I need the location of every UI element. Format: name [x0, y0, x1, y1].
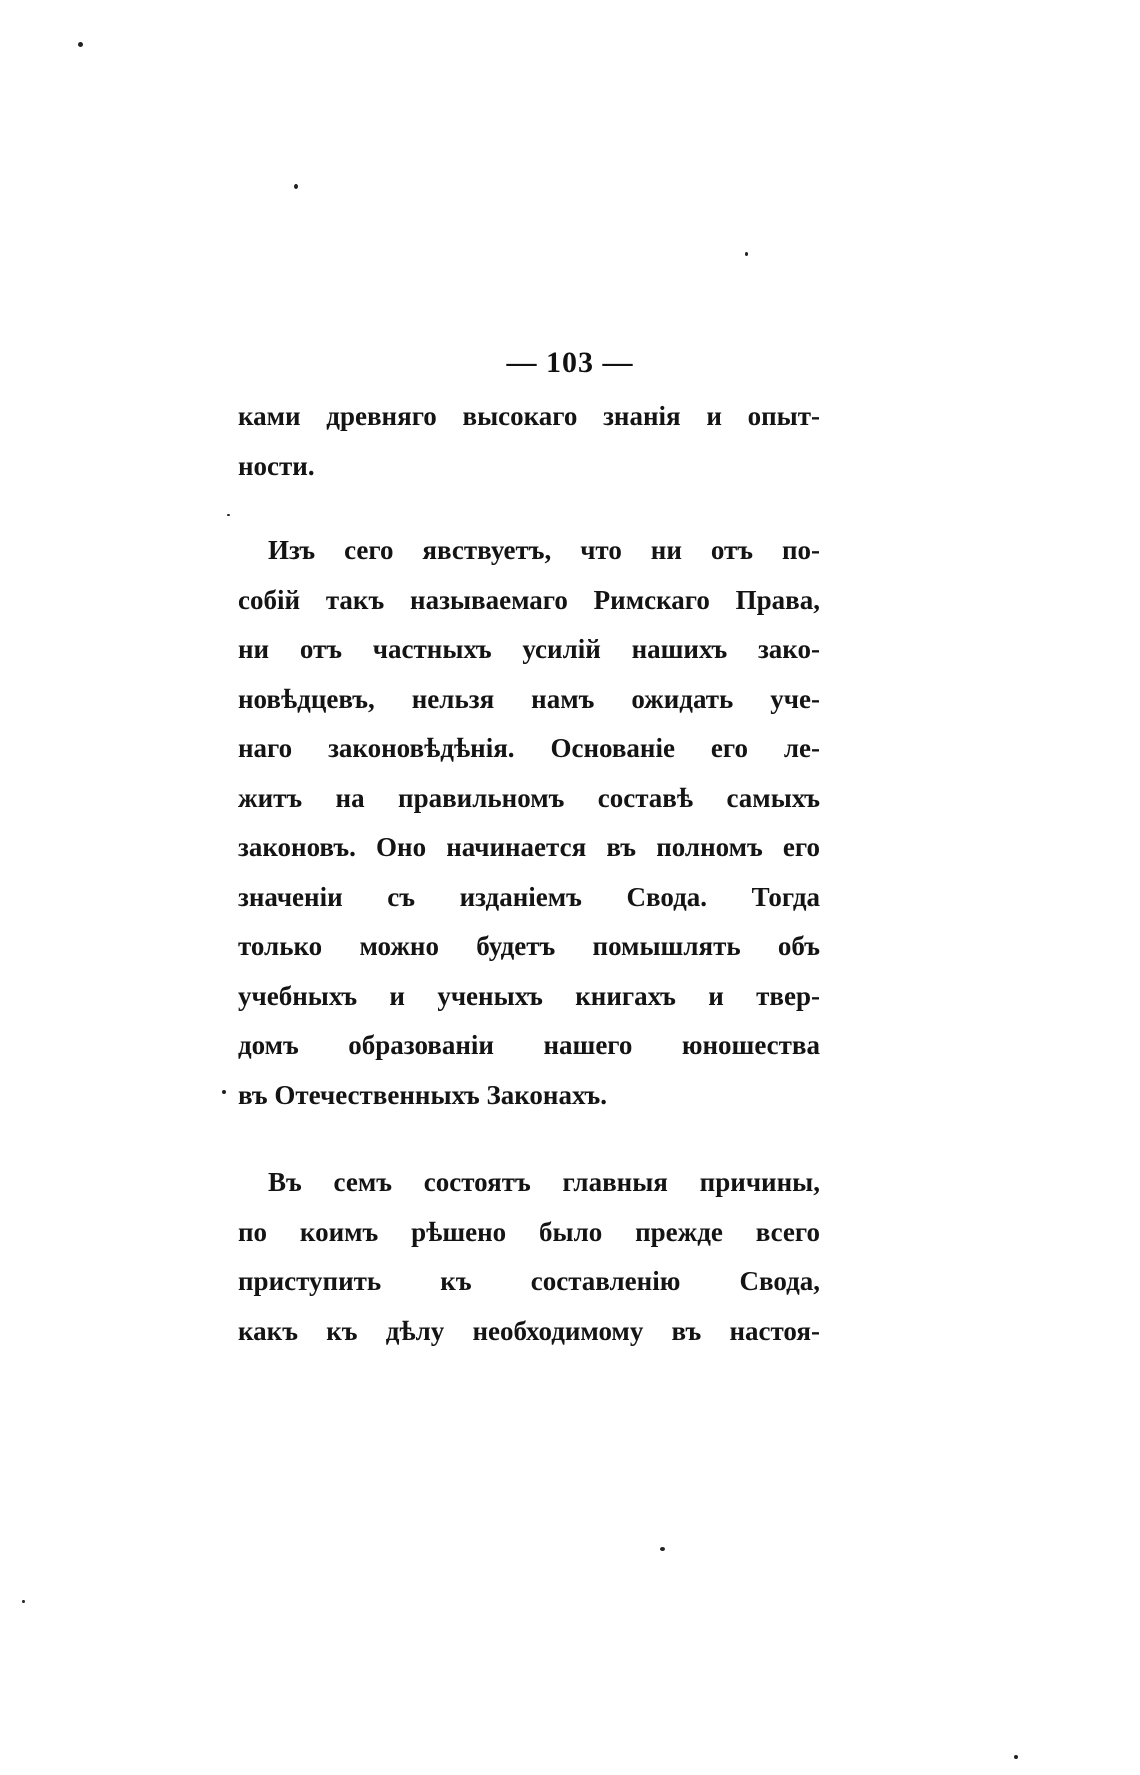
text-line: новѣдцевъ, нельзя намъ ожидать уче-: [238, 683, 820, 714]
scan-speck: [227, 514, 230, 516]
text-line: приступить къ составленію Свода,: [238, 1266, 820, 1296]
text-line: Изъ сего явствуетъ, что ни отъ по-: [268, 535, 820, 565]
scan-speck: [22, 1600, 25, 1603]
scan-speck: [222, 1090, 226, 1094]
text-line: житъ на правильномъ составѣ самыхъ: [238, 782, 820, 813]
text-line: Въ семъ состоятъ главныя причины,: [268, 1167, 820, 1197]
text-line: только можно будетъ помышлять объ: [238, 931, 820, 961]
paragraph-2: [238, 1158, 820, 1356]
scan-speck: [660, 1547, 665, 1551]
text-line: учебныхъ и ученыхъ книгахъ и твер-: [238, 980, 820, 1011]
text-line: домъ образованіи нашего юношества: [238, 1030, 820, 1060]
continuation-paragraph: [238, 392, 820, 491]
text-line: по коимъ рѣшено было прежде всего: [238, 1216, 820, 1247]
text-line: какъ къ дѣлу необходимому въ настоя-: [238, 1315, 820, 1346]
text-line: значеніи съ изданіемъ Свода. Тогда: [238, 881, 820, 912]
text-line: законовъ. Оно начинается въ полномъ его: [238, 832, 820, 862]
text-line: ности.: [238, 450, 315, 481]
text-line: собій такъ называемаго Римскаго Права,: [238, 584, 820, 615]
text-line: ками древняго высокаго знанія и опыт-: [238, 401, 820, 431]
scan-speck: [745, 252, 748, 256]
scan-speck: [1014, 1755, 1018, 1759]
text-line: ни отъ частныхъ усилій нашихъ зако-: [238, 634, 820, 664]
page-number: — 103 —: [506, 346, 634, 379]
scan-speck: [78, 42, 83, 47]
text-line: наго законовѣдѣнія. Основаніе его ле-: [238, 733, 820, 763]
paragraph-1: [238, 526, 820, 1120]
scan-speck: [294, 184, 298, 189]
text-line: въ Отечественныхъ Законахъ.: [238, 1079, 607, 1110]
